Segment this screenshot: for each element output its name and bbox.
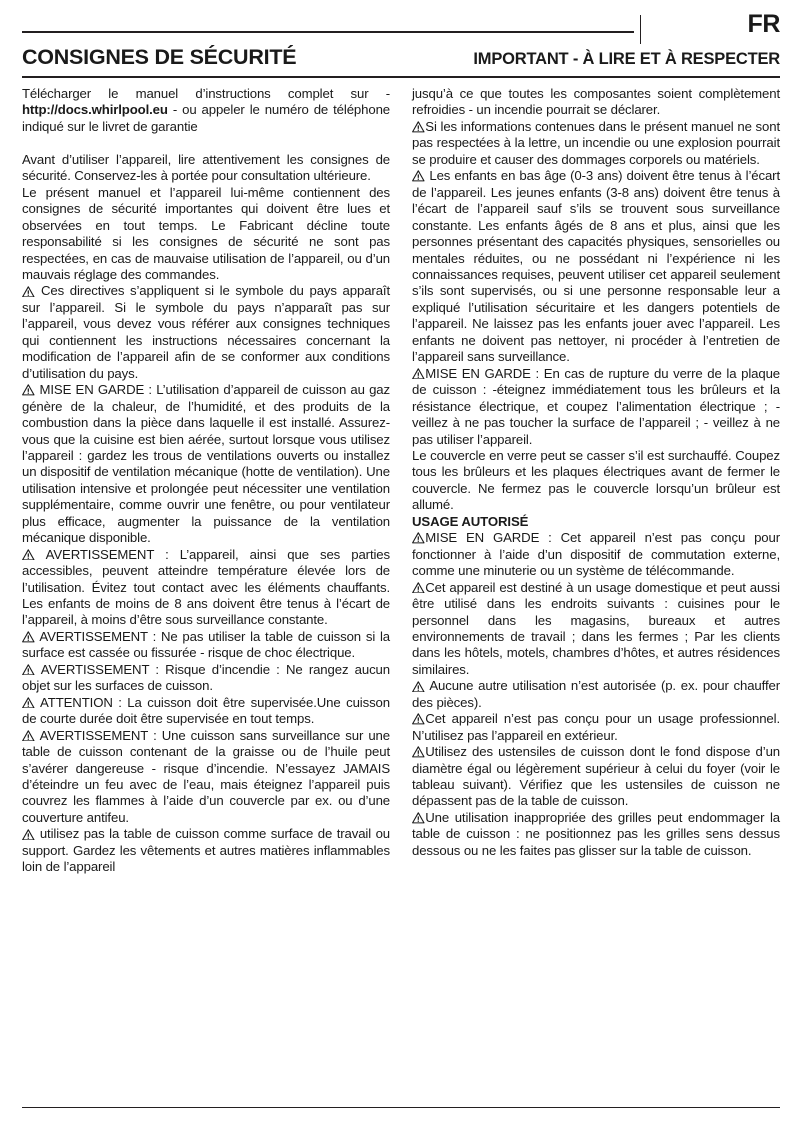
paragraph-attention xyxy=(22,695,390,728)
fire-risk-text: AVERTISSEMENT : Risque d’incendie : Ne rangez aucun objet sur les surfaces de cuisson. xyxy=(22,661,390,694)
warning-triangle-icon xyxy=(412,713,425,724)
paragraph-external-timer xyxy=(412,530,780,579)
page-subtitle: IMPORTANT - À LIRE ET À RESPECTER xyxy=(473,50,780,68)
broken-glass-text: MISE EN GARDE : En cas de rupture du verre de la plaque de cuisson : -éteignez immédiatement tous les brûleurs et la résistance électrique, et coupez l’alimentation électrique ; - veillez à ne pas toucher la surface de l’appareil ; - veillez à ne pas utiliser l’appareil. xyxy=(412,365,780,447)
download-text-lead: Télécharger le manuel d’instructions complet sur - xyxy=(22,86,390,101)
warning-triangle-icon xyxy=(22,549,35,560)
warning-triangle-icon xyxy=(22,664,35,675)
page-header xyxy=(22,0,780,78)
paragraph-hot-parts xyxy=(22,547,390,629)
paragraph-not-professional xyxy=(412,711,780,744)
paragraph-before-use: Avant d’utiliser l’appareil, lire attentivement les consignes de sécurité. Conservez-les à portée pour consultation ultérieure. xyxy=(22,151,390,184)
paragraph-gas-cooking xyxy=(22,382,390,547)
warning-triangle-icon xyxy=(412,812,425,823)
paragraph-domestic-use xyxy=(412,580,780,679)
page-title: CONSIGNES DE SÉCURITÉ xyxy=(22,45,297,69)
language-code: FR xyxy=(747,10,780,38)
download-url: http://docs.whirlpool.eu xyxy=(22,102,168,118)
unattended-cooking-text: AVERTISSEMENT : Une cuisson sans surveillance sur une table de cuisson contenant de la graisse ou de l’huile peut s’avérer dangereuse - risque d’incendie. N’essayez JAMAIS d’éteindre un feu avec de l’eau, mais éteignez l’appareil puis couvrez les flammes à l’aide d’un couvercle par ex. ou d’une couverture antifeu. xyxy=(22,727,390,825)
paragraph-spacer xyxy=(22,135,390,151)
cookware-text: Utilisez des ustensiles de cuisson dont le fond dispose d’un diamètre égal ou légèrement supérieur à celui du foyer (voir le tableau suivant). Vérifiez que les ustensiles de cuisson ne dépassent pas de la table de cuisson. xyxy=(412,744,780,809)
attention-text: ATTENTION : La cuisson doit être supervisée.Une cuisson de courte durée doit être supervisée en tout temps. xyxy=(22,694,390,727)
worktop-text: utilisez pas la table de cuisson comme surface de travail ou support. Gardez les vêtements et autres matières inflammables loin de l’appareil xyxy=(22,826,390,875)
language-row xyxy=(22,10,780,43)
paragraph-cookware xyxy=(412,744,780,810)
warning-triangle-icon xyxy=(412,170,425,181)
paragraph-glass-lid: Le couvercle en verre peut se casser s’il est surchauffé. Coupez tous les brûleurs et les plaques électriques avant de fermer le couvercle. Ne fermez pas le couvercle lorsqu’un brûleur est allumé. xyxy=(412,447,780,513)
paragraph-fire-risk xyxy=(22,662,390,695)
paragraph-cool-down: jusqu’à ce que toutes les composantes soient complètement refroidies - un incendie pourrait se déclarer. xyxy=(412,86,780,118)
warning-triangle-icon xyxy=(412,582,425,593)
right-column xyxy=(412,86,780,859)
warning-triangle-icon xyxy=(412,121,425,132)
warning-triangle-icon xyxy=(412,746,425,757)
paragraph-country-symbol xyxy=(22,283,390,382)
paragraph-broken-surface xyxy=(22,629,390,662)
not-followed-text: Si les informations contenues dans le présent manuel ne sont pas respectées à la lettre, un incendie ou une explosion pourrait se produire et causer des dommages corporels ou matériels. xyxy=(412,118,780,167)
warning-triangle-icon xyxy=(22,286,35,297)
paragraph-worktop xyxy=(22,826,390,875)
paragraph-manual: Le présent manuel et l’appareil lui-même contiennent des consignes de sécurité importantes qui doivent être lues et observées en tout temps. Le Fabricant décline toute responsabilité si les consignes de sécurité ne sont pas respectées, en cas de mauvaise utilisation de l’appareil, ou d’un mauvais réglage des commandes. xyxy=(22,184,390,282)
paragraph-grates xyxy=(412,810,780,859)
paragraph-unattended-cooking xyxy=(22,728,390,827)
domestic-use-text: Cet appareil est destiné à un usage domestique et peut aussi être utilisé dans les endroits suivants : cuisines pour le personnel dans les magasins, bureaux et autres environnements de travail ; dans les fermes ; Par les clients dans les hôtels, motels, chambres d’hôtes, et autres résidences similaires. xyxy=(412,579,780,677)
title-row xyxy=(22,43,780,78)
children-text: Les enfants en bas âge (0-3 ans) doivent être tenus à l’écart de l’appareil. Les jeunes enfants (3-8 ans) doivent être tenus à l’écart de l’appareil sauf s’ils se trouvent sous surveillance constante. Les enfants âgés de 8 ans et plus, ainsi que les personnes présentant des capacités physiques, sensorielles ou mentales réduites, ou ne possédant ni l’expérience ni les connaissances requises, peuvent utiliser cet appareil seulement s’ils sont supervisés, ou si une personne responsable leur a expliqué l’utilisation sécuritaire et les dangers potentiels de l’appareil. Ne laissez pas les enfants jouer avec l’appareil. Les enfants ne doivent pas nettoyer, ni procéder à l’entretien de l’appareil sans surveillance. xyxy=(412,168,780,365)
body-columns xyxy=(22,78,780,876)
grates-text: Une utilisation inappropriée des grilles peut endommager la table de cuisson : ne positionnez pas les grilles sens dessus dessous ou ne les faites pas glisser sur la table de cuisson. xyxy=(412,809,780,858)
paragraph-children xyxy=(412,168,780,365)
warning-triangle-icon xyxy=(412,368,425,379)
no-other-use-text: Aucune autre utilisation n’est autorisée (p. ex. pour chauffer des pièces). xyxy=(412,678,780,710)
warning-triangle-icon xyxy=(22,697,35,708)
not-professional-text: Cet appareil n’est pas conçu pour un usage professionnel. N’utilisez pas l’appareil en extérieur. xyxy=(412,711,780,743)
warning-triangle-icon xyxy=(22,730,35,741)
footer-rule xyxy=(22,1107,780,1108)
warning-triangle-icon xyxy=(412,681,425,692)
warning-triangle-icon xyxy=(22,829,35,840)
external-timer-text: MISE EN GARDE : Cet appareil n’est pas conçu pour fonctionner à l’aide d’un dispositif de commutation externe, comme une minuterie ou un système de télécommande. xyxy=(412,530,780,579)
download-text-tail: - ou appeler le numéro de téléphone indiqué sur le livret de garantie xyxy=(22,102,390,134)
section-heading-authorised-use: USAGE AUTORISÉ xyxy=(412,513,529,529)
header-vertical-divider xyxy=(640,15,641,44)
warning-triangle-icon xyxy=(412,532,425,543)
gas-cooking-text: MISE EN GARDE : L’utilisation d’appareil de cuisson au gaz génère de la chaleur, de l’humidité, et des produits de la combustion dans la pièce dans laquelle il est installé. Assurez-vous que la cuisine est bien aérée, surtout lorsque vous utilisez l’appareil : gardez les trous de ventilations ouverts ou installez un dispositif de ventilation mécanique (hotte de ventilation). Une utilisation intensive et prolongée peut nécessiter une ventilation supplémentaire, comme ouvrir une fenêtre, ou pour ventilateur plus efficace, augmenter la puissance de la ventilation mécanique disponible. xyxy=(22,382,390,546)
paragraph-not-followed xyxy=(412,119,780,168)
warning-triangle-icon xyxy=(22,631,35,642)
paragraph-broken-glass xyxy=(412,366,780,448)
paragraph-download xyxy=(22,86,390,135)
warning-triangle-icon xyxy=(22,384,35,395)
left-column xyxy=(22,86,390,876)
header-top-rule xyxy=(22,31,634,33)
hot-parts-text: AVERTISSEMENT : L’appareil, ainsi que ses parties accessibles, peuvent atteindre température élevée lors de l’utilisation. Évitez tout contact avec les éléments chauffants. Les enfants de moins de 8 ans doivent être tenus à l’écart de l’appareil, à moins d’être sous surveillance constante. xyxy=(22,546,390,628)
broken-surface-text: AVERTISSEMENT : Ne pas utiliser la table de cuisson si la surface est cassée ou fissurée - risque de choc électrique. xyxy=(22,628,390,661)
paragraph-no-other-use xyxy=(412,678,780,711)
country-symbol-text: Ces directives s’appliquent si le symbole du pays apparaît sur l’appareil. Si le symbole du pays n’apparaît pas sur l’appareil, vous devez vous référer aux consignes techniques qui contiennent les instructions nécessaires concernant la modification de l’appareil afin de se conformer aux conditions d’utilisation du pays. xyxy=(22,283,390,381)
